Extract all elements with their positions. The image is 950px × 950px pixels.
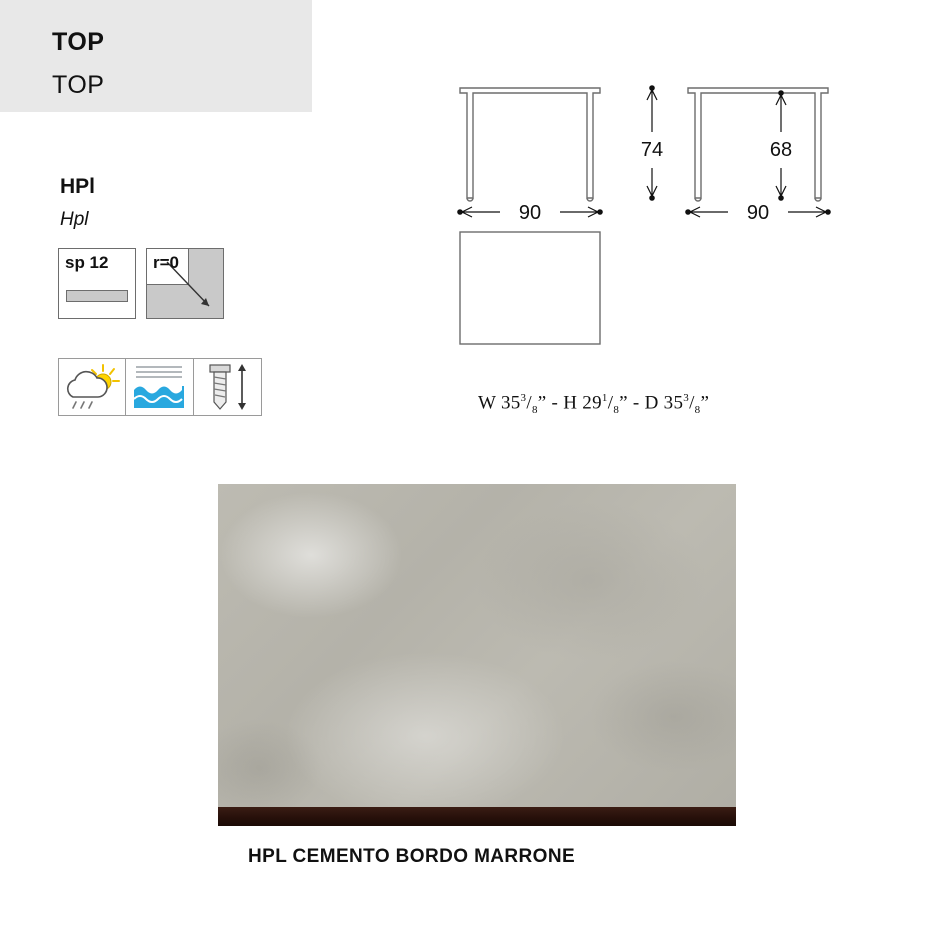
imperial-h-den: 8 (613, 404, 620, 417)
imperial-w-num: 3 (520, 392, 527, 404)
material-swatch (218, 484, 736, 832)
spec-thickness-box (58, 248, 136, 319)
property-water-box (126, 358, 194, 416)
side-width-label: 90 (746, 202, 770, 224)
screw-icon (194, 359, 260, 415)
material-name: HPl (60, 175, 96, 198)
swatch-edge-band (218, 807, 736, 826)
imperial-w-den: 8 (531, 404, 538, 417)
property-weather-box (58, 358, 126, 416)
imperial-dimensions: W $35^3/_8$” - H $29^1/_8$” - D $35^3/_8$” (478, 392, 710, 417)
material-name-italian: Hpl (60, 209, 89, 230)
property-icons (58, 358, 262, 416)
side-inner-height-label: 68 (769, 139, 793, 161)
spec-thickness-label: sp 12 (65, 253, 109, 272)
thickness-bar-icon (66, 290, 128, 302)
front-width-label: 90 (518, 202, 542, 224)
imperial-sep1: - H 29 (546, 392, 602, 414)
spec-radius-label: r=0 (153, 253, 179, 272)
imperial-w-prefix: W 35 (478, 392, 521, 414)
technical-drawings (440, 60, 860, 440)
side-total-height-label: 74 (640, 139, 664, 161)
swatch-caption: HPL CEMENTO BORDO MARRONE (248, 846, 576, 867)
sun-cloud-rain-icon (59, 359, 125, 415)
spec-boxes (58, 248, 224, 319)
imperial-d-unit: ” (700, 392, 710, 414)
drawings-svg (440, 60, 860, 440)
swatch-surface (218, 484, 736, 807)
page-subtitle: TOP (52, 71, 105, 99)
imperial-w-unit: ” (537, 392, 547, 414)
imperial-h-unit: ” (619, 392, 628, 414)
imperial-h-num: 1 (601, 392, 608, 404)
imperial-sep2: - D 35 (627, 392, 684, 414)
imperial-d-den: 8 (694, 404, 701, 417)
header-band (0, 0, 312, 112)
page-title: TOP (52, 28, 105, 56)
property-screw-box (194, 358, 262, 416)
water-waves-icon (126, 359, 192, 415)
imperial-d-num: 3 (683, 392, 690, 404)
spec-radius-box (146, 248, 224, 319)
